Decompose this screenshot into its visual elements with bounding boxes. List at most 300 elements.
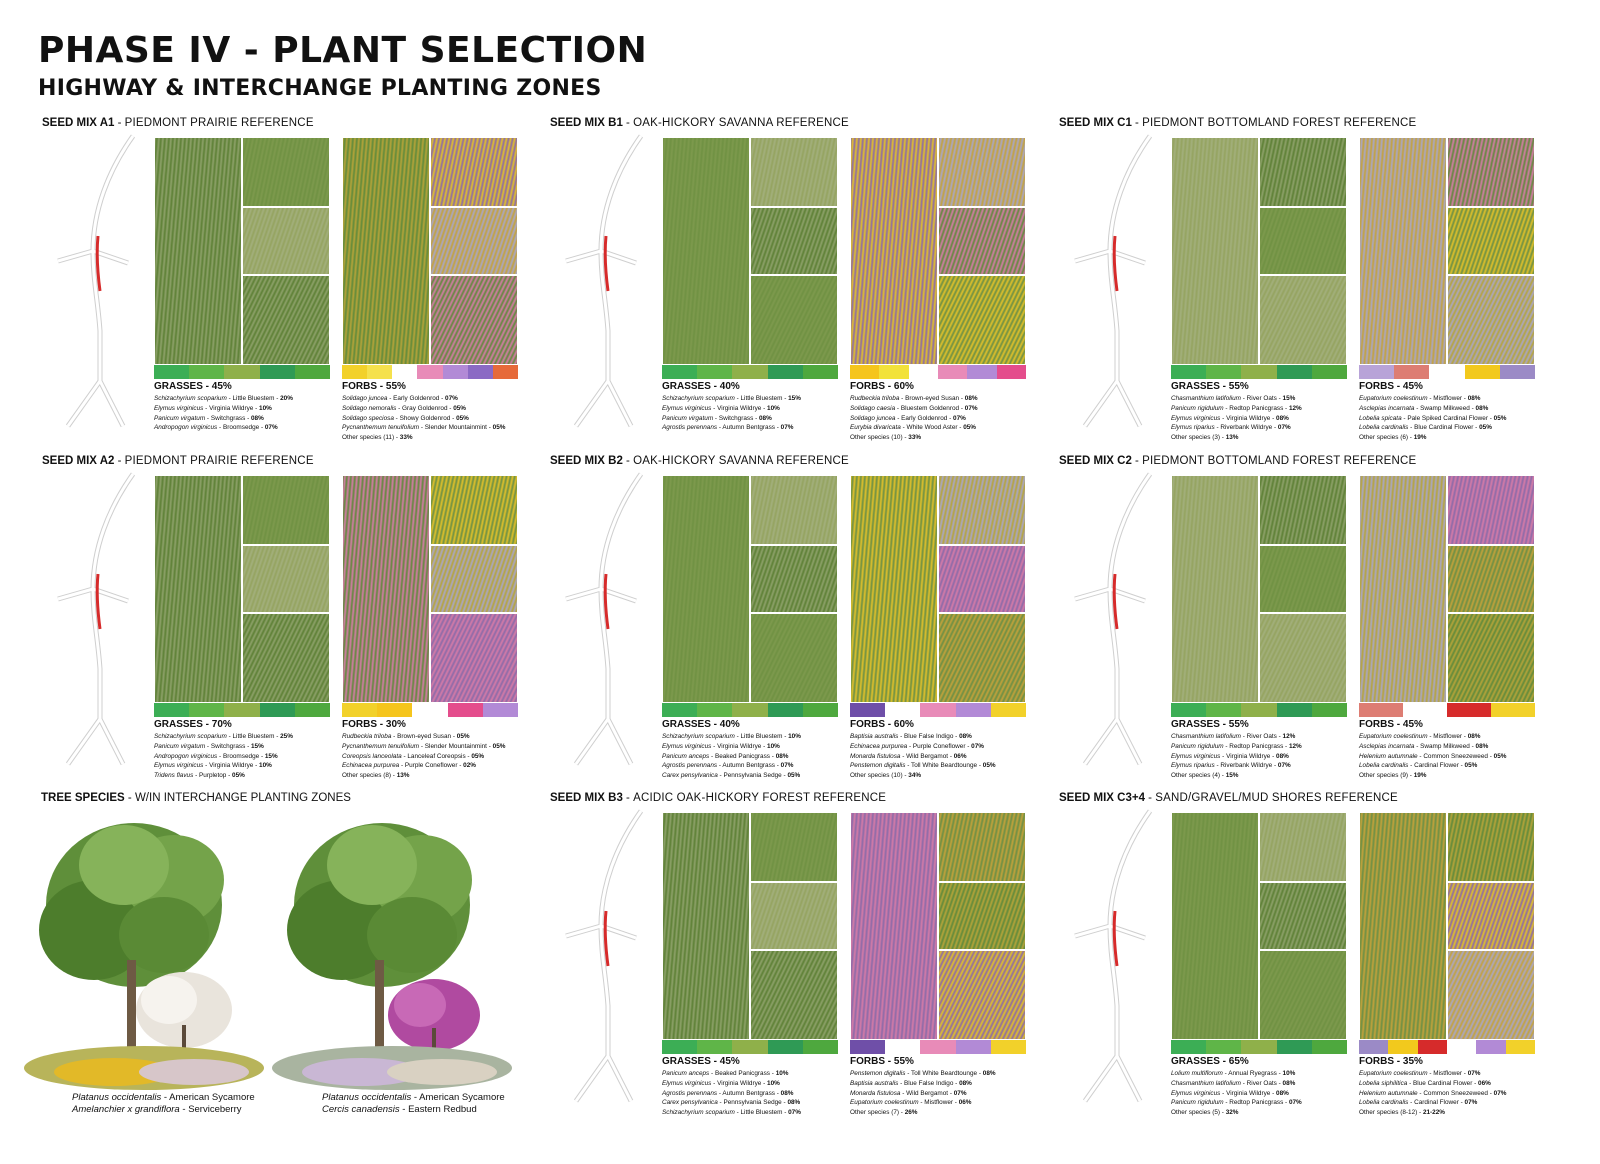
species-latin: Solidago caesia xyxy=(850,404,896,412)
species-percent: 05% xyxy=(232,772,245,780)
grasses-heading: GRASSES - 55% xyxy=(1171,719,1249,730)
species-common: Blue Cardinal Flower xyxy=(1414,424,1474,432)
species-latin: Elymus virginicus xyxy=(1171,414,1221,422)
species-percent: 05% xyxy=(492,742,506,750)
species-percent: 07% xyxy=(964,404,978,412)
species-latin: Schizachyrium scoparium xyxy=(662,733,735,740)
species-percent: 10% xyxy=(259,762,272,770)
species-latin: Panicum virgatum xyxy=(154,742,206,750)
species-item: Lobelia cardinalis - Blue Cardinal Flower - 05% xyxy=(1359,424,1492,432)
grasses-species-list xyxy=(1171,1069,1351,1118)
species-item: Other species (6) - 19% xyxy=(1359,434,1427,442)
species-item: Baptisia australis - Blue False Indigo - 08% xyxy=(850,1079,972,1087)
grasses-photo-mosaic xyxy=(662,137,838,365)
species-common: Other species (10) xyxy=(850,434,903,442)
grasses-species-list xyxy=(662,1069,842,1118)
color-swatch xyxy=(850,365,879,379)
seed-mix-title: SEED MIX A2 - PIEDMONT PRAIRIE REFERENCE xyxy=(42,455,314,467)
species-percent: 07% xyxy=(1277,762,1291,770)
species-latin: Platanus occidentalis xyxy=(72,1092,162,1103)
forbs-species-list xyxy=(1359,732,1539,781)
forb-photo xyxy=(342,475,430,703)
tree-caption-1-line1: Platanus occidentalis - American Sycamore xyxy=(72,1092,255,1103)
species-common: Redtop Panicgrass xyxy=(1229,742,1284,750)
species-latin: Schizachyrium scoparium xyxy=(662,1109,735,1117)
species-common: Wild Bergamot xyxy=(906,1089,949,1097)
species-latin: Echinacea purpurea xyxy=(850,742,908,750)
species-common: Autumn Bentgrass xyxy=(722,762,775,770)
grass-photo xyxy=(1259,207,1347,275)
grass-photo xyxy=(154,475,242,703)
color-swatch xyxy=(879,365,908,379)
species-common: Broomsedge xyxy=(222,424,260,432)
species-common: Other species (5) xyxy=(1171,1109,1221,1117)
species-latin: Chasmanthium latifolium xyxy=(1171,1079,1241,1087)
species-common: Mistflower xyxy=(1433,395,1463,402)
species-item: Other species (7) - 26% xyxy=(850,1109,918,1117)
species-item: Asclepias incarnata - Swamp Milkweed - 08% xyxy=(1359,404,1489,412)
forb-photo xyxy=(938,207,1026,275)
color-swatch xyxy=(1476,1040,1505,1054)
species-percent: 08% xyxy=(775,752,789,760)
color-swatch xyxy=(295,703,330,717)
highway-interchange-map xyxy=(38,469,148,769)
forb-photo xyxy=(430,545,518,613)
forb-photo xyxy=(850,812,938,1040)
species-latin: Lobelia cardinalis xyxy=(1359,1099,1409,1107)
species-percent: 10% xyxy=(767,404,780,412)
species-latin: Agrostis perennans xyxy=(662,762,718,770)
species-item: Panicum virgatum - Switchgrass - 08% xyxy=(154,414,264,422)
color-swatch xyxy=(803,1040,838,1054)
grasses-photo-mosaic xyxy=(1171,137,1347,365)
seed-mix-reference: PIEDMONT PRAIRIE REFERENCE xyxy=(124,455,314,467)
species-percent: 15% xyxy=(264,752,278,760)
species-latin: Coreopsis lanceolata xyxy=(342,752,402,760)
species-latin: Schizachyrium scoparium xyxy=(662,395,735,402)
species-item: Chasmanthium latifolium - River Oats - 12% xyxy=(1171,733,1296,740)
species-latin: Lobelia siphilitica xyxy=(1359,1079,1408,1087)
species-common: Virginia Wildrye xyxy=(717,404,762,412)
species-percent: 20% xyxy=(280,395,293,402)
species-percent: 07% xyxy=(1277,424,1291,432)
species-common: Other species (10) xyxy=(850,772,903,780)
species-latin: Platanus occidentalis xyxy=(322,1092,412,1103)
species-percent: 05% xyxy=(1464,762,1478,770)
planting-zone-highlight xyxy=(605,574,608,629)
forb-photo xyxy=(1447,275,1535,365)
forbs-photo-mosaic xyxy=(1359,475,1535,703)
grass-photo xyxy=(1259,545,1347,613)
grasses-color-bar xyxy=(154,703,330,717)
species-latin: Schizachyrium scoparium xyxy=(154,395,227,402)
forbs-color-bar xyxy=(850,365,1026,379)
species-item: Helenium autumnale - Common Sneezeweed - 07% xyxy=(1359,1089,1507,1097)
grasses-photo-mosaic xyxy=(154,137,330,365)
species-latin: Pycnanthemum tenuifolium xyxy=(342,742,420,750)
species-percent: 07% xyxy=(780,762,794,770)
species-item: Rudbeckia triloba - Brown-eyed Susan - 05% xyxy=(342,733,470,740)
species-percent: 12% xyxy=(1288,404,1302,412)
species-latin: Chasmanthium latifolium xyxy=(1171,733,1241,740)
species-latin: Panicum virgatum xyxy=(154,414,206,422)
species-percent: 05% xyxy=(456,733,470,740)
species-latin: Monarda fistulosa xyxy=(850,1089,901,1097)
forb-photo xyxy=(1447,812,1535,882)
species-common: Gray Goldenrod xyxy=(402,404,448,412)
species-percent: 13% xyxy=(396,772,410,780)
forbs-species-list xyxy=(850,732,1030,781)
forbs-species-list xyxy=(342,394,522,443)
species-common: Other species (3) xyxy=(1171,434,1221,442)
color-swatch xyxy=(1206,365,1241,379)
seed-mix-panel-c34 xyxy=(1055,792,1555,1127)
color-swatch xyxy=(1171,1040,1206,1054)
species-latin: Solidago speciosa xyxy=(342,414,394,422)
color-swatch xyxy=(1277,703,1312,717)
grass-photo xyxy=(750,812,838,882)
species-common: Mistflower xyxy=(924,1099,954,1107)
seed-mix-panel-a2 xyxy=(38,455,538,790)
species-percent: 08% xyxy=(959,1079,972,1087)
color-swatch xyxy=(154,365,189,379)
species-percent: 25% xyxy=(280,733,293,740)
species-percent: 08% xyxy=(787,1099,801,1107)
species-percent: 06% xyxy=(953,752,967,760)
forbs-heading: FORBS - 55% xyxy=(342,381,406,392)
species-latin: Amelanchier x grandiflora xyxy=(72,1104,180,1115)
species-item: Monarda fistulosa - Wild Bergamot - 07% xyxy=(850,1089,967,1097)
species-common: Slender Mountainmint xyxy=(424,424,487,432)
grass-photo xyxy=(750,137,838,207)
grass-photo xyxy=(750,275,838,365)
seed-mix-title: SEED MIX B3 - ACIDIC OAK-HICKORY FOREST REFERENCE xyxy=(550,792,887,804)
species-common: Autumn Bentgrass xyxy=(722,1089,775,1097)
forbs-color-bar xyxy=(1359,1040,1535,1054)
planting-zone-highlight xyxy=(1114,574,1117,629)
species-common: Little Bluestem xyxy=(740,395,783,402)
forbs-species-list xyxy=(850,394,1030,443)
species-percent: 10% xyxy=(775,1070,789,1077)
forb-photo xyxy=(1447,613,1535,703)
species-percent: 08% xyxy=(1467,733,1481,740)
color-swatch xyxy=(909,365,938,379)
species-latin: Panicum rigidulum xyxy=(1171,742,1224,750)
species-latin: Elymus virginicus xyxy=(154,404,204,412)
species-common: Wild Bergamot xyxy=(906,752,949,760)
grasses-species-list xyxy=(154,732,334,781)
species-item: Lobelia cardinalis - Cardinal Flower - 07% xyxy=(1359,1099,1478,1107)
species-item: Echinacea purpurea - Purple Coneflower - 07% xyxy=(850,742,984,750)
species-percent: 07% xyxy=(953,414,966,422)
species-percent: 15% xyxy=(1225,772,1239,780)
species-latin: Eurybia divaricata xyxy=(850,424,901,432)
seed-mix-title: SEED MIX B2 - OAK-HICKORY SAVANNA REFERENCE xyxy=(550,455,849,467)
species-percent: 19% xyxy=(1413,772,1427,780)
species-common: Virginia Wildrye xyxy=(209,762,254,770)
species-percent: 08% xyxy=(1276,1089,1289,1097)
species-latin: Agrostis perennans xyxy=(662,424,718,432)
species-common: Pennsylvania Sedge xyxy=(723,1099,782,1107)
species-item: Elymus riparius - Riverbank Wildrye - 07% xyxy=(1171,424,1291,432)
species-latin: Panicum anceps xyxy=(662,752,710,760)
grasses-color-bar xyxy=(662,1040,838,1054)
species-latin: Helenium autumnale xyxy=(1359,752,1418,760)
color-swatch xyxy=(392,365,417,379)
species-common: Toll White Beardtounge xyxy=(911,1070,978,1077)
species-item: Elymus virginicus - Virginia Wildrye - 08% xyxy=(1171,1089,1289,1097)
forb-photo xyxy=(1447,207,1535,275)
species-latin: Pycnanthemum tenuifolium xyxy=(342,424,420,432)
species-percent: 05% xyxy=(492,424,506,432)
species-percent: 08% xyxy=(1467,395,1481,402)
grasses-species-list xyxy=(662,394,842,433)
species-common: Blue Cardinal Flower xyxy=(1413,1079,1473,1087)
tree-species-title xyxy=(41,792,351,804)
species-latin: Asclepias incarnata xyxy=(1359,404,1415,412)
species-item: Helenium autumnale - Common Sneezeweed - 05% xyxy=(1359,752,1507,760)
species-percent: 21-22% xyxy=(1422,1109,1445,1117)
species-percent: 07% xyxy=(1288,1099,1302,1107)
forbs-species-list xyxy=(342,732,522,781)
species-item: Solidago juncea - Early Goldenrod - 07% xyxy=(850,414,966,422)
color-swatch xyxy=(1206,703,1241,717)
species-percent: 08% xyxy=(780,1089,794,1097)
seed-mix-title: SEED MIX C1 - PIEDMONT BOTTOMLAND FOREST REFERENCE xyxy=(1059,117,1417,129)
species-common: Other species (6) xyxy=(1359,434,1409,442)
forbs-heading: FORBS - 55% xyxy=(850,1056,914,1067)
species-item: Panicum rigidulum - Redtop Panicgrass - 07% xyxy=(1171,1099,1302,1107)
species-common: Blue False Indigo xyxy=(904,733,954,740)
grass-photo xyxy=(242,613,330,703)
species-percent: 08% xyxy=(250,414,264,422)
grasses-color-bar xyxy=(154,365,330,379)
color-swatch xyxy=(224,365,259,379)
color-swatch xyxy=(342,365,367,379)
species-item: Other species (10) - 34% xyxy=(850,772,922,780)
forbs-photo-mosaic xyxy=(342,137,518,365)
color-swatch xyxy=(493,365,518,379)
color-swatch xyxy=(850,703,885,717)
species-item: Eupatorium coelestinum - Mistflower - 06% xyxy=(850,1099,972,1107)
seed-mix-reference: PIEDMONT PRAIRIE REFERENCE xyxy=(124,117,314,129)
grass-photo xyxy=(662,137,750,365)
color-swatch xyxy=(1312,703,1347,717)
color-swatch xyxy=(662,1040,697,1054)
grass-photo xyxy=(242,207,330,275)
seed-mix-reference: PIEDMONT BOTTOMLAND FOREST REFERENCE xyxy=(1142,117,1417,129)
species-common: Lanceleaf Coreopsis xyxy=(407,752,466,760)
color-swatch xyxy=(920,1040,955,1054)
color-swatch xyxy=(1429,365,1464,379)
species-item: Elymus virginicus - Virginia Wildrye - 10% xyxy=(154,404,272,412)
color-swatch xyxy=(662,365,697,379)
species-item: Agrostis perennans - Autumn Bentgrass - 08% xyxy=(662,1089,794,1097)
forb-photo xyxy=(430,475,518,545)
grass-photo xyxy=(1259,950,1347,1040)
highway-interchange-map xyxy=(1055,806,1165,1106)
species-common: Other species (8-12) xyxy=(1359,1109,1418,1117)
color-swatch xyxy=(1312,365,1347,379)
species-item: Elymus riparius - Riverbank Wildrye - 07% xyxy=(1171,762,1291,770)
planting-zone-highlight xyxy=(605,236,608,291)
species-common: Little Bluestem xyxy=(740,1109,783,1117)
grasses-heading: GRASSES - 40% xyxy=(662,719,740,730)
grass-photo xyxy=(750,475,838,545)
color-swatch xyxy=(417,365,442,379)
species-percent: 05% xyxy=(456,414,469,422)
species-item: Penstemon digitalis - Toll White Beardtounge - 05% xyxy=(850,762,996,770)
species-percent: 07% xyxy=(971,742,984,750)
species-item: Asclepias incarnata - Swamp Milkweed - 08% xyxy=(1359,742,1489,750)
tree-caption-2 xyxy=(322,1092,505,1116)
grasses-color-bar xyxy=(662,365,838,379)
species-latin: Carex pensylvanica xyxy=(662,772,718,780)
color-swatch xyxy=(1394,365,1429,379)
color-swatch xyxy=(938,365,967,379)
grasses-species-list xyxy=(662,732,842,781)
grass-photo xyxy=(1259,275,1347,365)
species-item: Lobelia spicata - Pale Spiked Cardinal Flower - 05% xyxy=(1359,414,1507,422)
seed-mix-panel-c1 xyxy=(1055,117,1555,452)
seed-mix-reference: OAK-HICKORY SAVANNA REFERENCE xyxy=(633,455,849,467)
color-swatch xyxy=(443,365,468,379)
forb-photo xyxy=(938,137,1026,207)
grass-photo xyxy=(154,137,242,365)
planting-zone-highlight xyxy=(605,911,608,966)
species-common: Riverbank Wildrye xyxy=(1220,762,1273,770)
color-swatch xyxy=(850,1040,885,1054)
highway-interchange-map xyxy=(1055,131,1165,431)
color-swatch xyxy=(732,1040,767,1054)
species-percent: 32% xyxy=(1225,1109,1239,1117)
species-common: Brown-eyed Susan xyxy=(397,733,452,740)
species-latin: Lolium multiflorum xyxy=(1171,1070,1223,1077)
color-swatch xyxy=(1359,703,1403,717)
species-percent: 05% xyxy=(982,762,996,770)
tree-illustration-sycamore-redbud xyxy=(272,810,512,1092)
species-common: American Sycamore xyxy=(419,1092,505,1103)
color-swatch xyxy=(1241,365,1276,379)
grass-photo xyxy=(242,137,330,207)
planting-zone-highlight xyxy=(1114,236,1117,291)
grass-photo xyxy=(1171,475,1259,703)
species-common: Switchgrass xyxy=(210,742,246,750)
species-percent: 08% xyxy=(758,414,772,422)
forb-photo xyxy=(430,613,518,703)
forb-photo xyxy=(850,475,938,703)
species-item: Elymus virginicus - Virginia Wildrye - 08% xyxy=(1171,752,1289,760)
grasses-species-list xyxy=(1171,394,1351,443)
grasses-color-bar xyxy=(662,703,838,717)
species-percent: 07% xyxy=(780,424,794,432)
color-swatch xyxy=(768,365,803,379)
species-item: Schizachyrium scoparium - Little Bluestem - 20% xyxy=(154,395,293,402)
color-swatch xyxy=(967,365,996,379)
color-swatch xyxy=(154,703,189,717)
color-swatch xyxy=(1241,1040,1276,1054)
grasses-color-bar xyxy=(1171,1040,1347,1054)
forbs-color-bar xyxy=(850,1040,1026,1054)
species-common: Serviceberry xyxy=(188,1104,242,1115)
species-percent: 05% xyxy=(787,772,801,780)
species-item: Pycnanthemum tenuifolium - Slender Mountainmint - 05% xyxy=(342,742,506,750)
color-swatch xyxy=(885,703,920,717)
species-common: Other species (7) xyxy=(850,1109,900,1117)
species-latin: Elymus virginicus xyxy=(154,762,204,770)
grasses-color-bar xyxy=(1171,703,1347,717)
species-latin: Rudbeckia triloba xyxy=(850,395,900,402)
species-percent: 06% xyxy=(1478,1079,1491,1087)
grasses-heading: GRASSES - 40% xyxy=(662,381,740,392)
species-percent: 08% xyxy=(1475,742,1489,750)
species-latin: Agrostis perennans xyxy=(662,1089,718,1097)
species-latin: Andropogon virginicus xyxy=(154,752,218,760)
species-common: River Oats xyxy=(1246,395,1277,402)
species-item: Other species (8-12) - 21-22% xyxy=(1359,1109,1445,1117)
species-common: Other species (11) xyxy=(342,434,395,442)
species-latin: Elymus virginicus xyxy=(662,742,712,750)
species-latin: Asclepias incarnata xyxy=(1359,742,1415,750)
species-common: Other species (9) xyxy=(1359,772,1409,780)
species-item: Solidago caesia - Bluestem Goldenrod - 07% xyxy=(850,404,978,412)
grass-photo xyxy=(1259,812,1347,882)
forbs-species-list xyxy=(850,1069,1030,1118)
grasses-photo-mosaic xyxy=(154,475,330,703)
seed-mix-label: SEED MIX C3+4 xyxy=(1059,792,1145,804)
species-common: Redtop Panicgrass xyxy=(1229,404,1284,412)
tree-understory-2 xyxy=(272,1046,512,1090)
grasses-photo-mosaic xyxy=(662,475,838,703)
tree-caption-1 xyxy=(72,1092,255,1116)
sycamore-trunk xyxy=(127,960,136,1060)
seed-mix-title: SEED MIX C3+4 - SAND/GRAVEL/MUD SHORES REFERENCE xyxy=(1059,792,1398,804)
color-swatch xyxy=(662,703,697,717)
species-percent: 10% xyxy=(259,404,272,412)
page-header xyxy=(38,30,647,104)
grasses-heading: GRASSES - 65% xyxy=(1171,1056,1249,1067)
species-item: Schizachyrium scoparium - Little Bluestem - 10% xyxy=(662,733,801,740)
species-item: Eupatorium coelestinum - Mistflower - 07% xyxy=(1359,1070,1481,1077)
grasses-heading: GRASSES - 45% xyxy=(154,381,232,392)
species-latin: Eupatorium coelestinum xyxy=(1359,1070,1428,1077)
tree-species-sep: - xyxy=(127,792,135,804)
highway-interchange-map xyxy=(38,131,148,431)
species-common: Other species (8) xyxy=(342,772,392,780)
tree-caption-1-line2: Amelanchier x grandiflora - Serviceberry xyxy=(72,1104,242,1115)
color-swatch xyxy=(956,703,991,717)
species-latin: Panicum anceps xyxy=(662,1070,710,1077)
species-item: Other species (3) - 13% xyxy=(1171,434,1239,442)
species-common: Early Goldenrod xyxy=(393,395,440,402)
tree-understory-1 xyxy=(24,1046,264,1090)
species-percent: 10% xyxy=(788,733,801,740)
species-item: Other species (4) - 15% xyxy=(1171,772,1239,780)
species-common: Riverbank Wildrye xyxy=(1220,424,1273,432)
species-item: Coreopsis lanceolata - Lanceleaf Coreopsis - 05% xyxy=(342,752,485,760)
color-swatch xyxy=(260,703,295,717)
forb-photo xyxy=(938,475,1026,545)
species-latin: Penstemon digitalis xyxy=(850,762,906,770)
forbs-heading: FORBS - 35% xyxy=(1359,1056,1423,1067)
species-latin: Panicum virgatum xyxy=(662,414,714,422)
color-swatch xyxy=(768,703,803,717)
tree-species-reference: W/IN INTERCHANGE PLANTING ZONES xyxy=(134,792,351,804)
forbs-heading: FORBS - 45% xyxy=(1359,381,1423,392)
species-common: Virginia Wildrye xyxy=(1226,1089,1271,1097)
species-common: Common Sneezeweed xyxy=(1423,752,1488,760)
color-swatch xyxy=(697,703,732,717)
